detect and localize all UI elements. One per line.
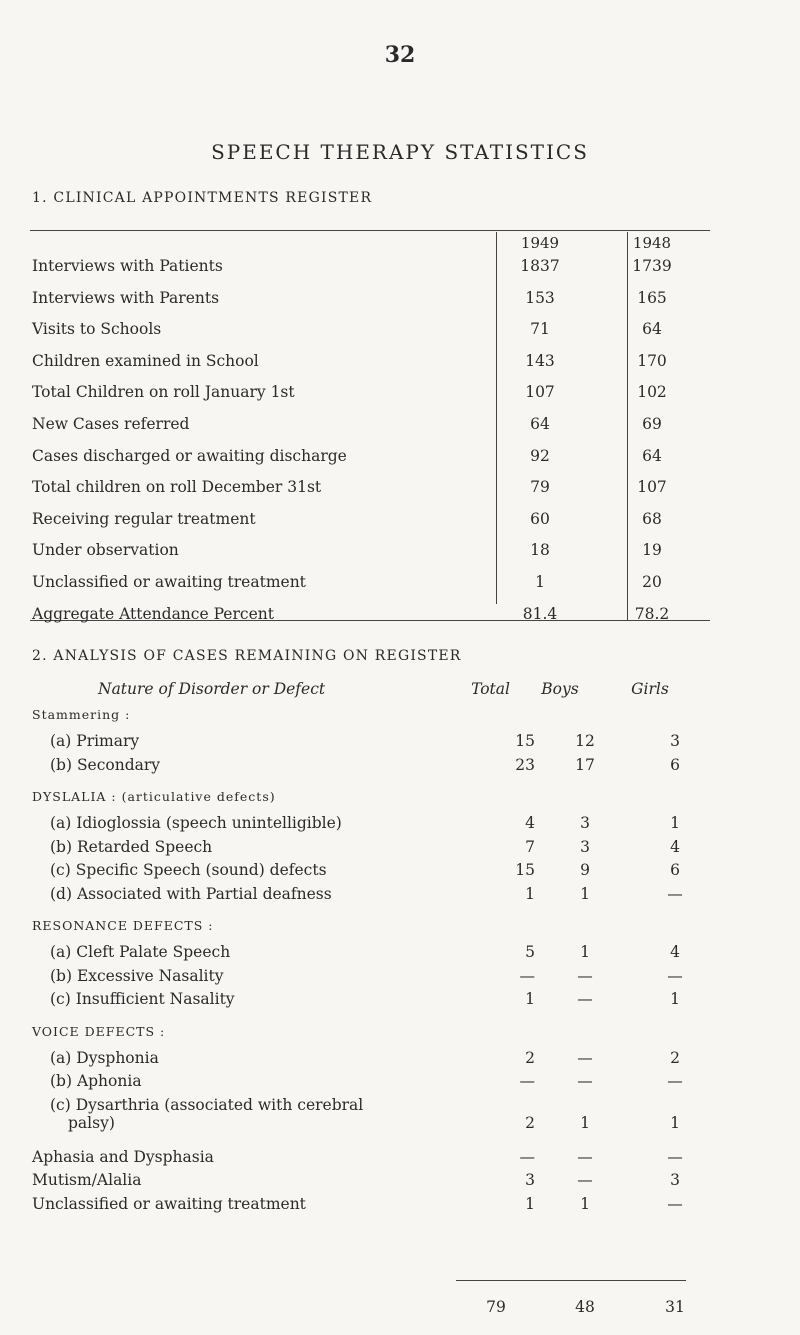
table-row [50,732,690,754]
row-label: (c) Dysarthria (associated with cerebral [50,1095,364,1114]
value-1948: 78.2 [634,604,670,623]
boys-value: 9 [580,861,590,879]
value-1948: 68 [642,509,662,528]
table-row [50,814,690,836]
girls-value: 1 [670,814,680,832]
value-1948: 69 [642,415,662,433]
girls-value: 4 [670,943,680,961]
value-1949: 79 [530,478,550,497]
page-title: SPEECH THERAPY STATISTICS [211,140,589,164]
column-header-nature: Nature of Disorder or Defect [98,680,326,698]
row-label: Cases discharged or awaiting discharge [32,446,347,465]
row-label: Unclassified or awaiting treatment [32,1194,306,1213]
total-value: 2 [525,1048,535,1067]
girls-value: 6 [670,861,680,879]
row-label: (a) Idioglossia (speech unintelligible) [50,814,342,832]
value-1948: 107 [637,478,667,497]
boys-value: 3 [580,837,590,856]
boys-value: 12 [575,732,595,750]
group-heading: Stammering : [32,707,131,722]
boys-value: 3 [580,814,590,832]
table-row [32,289,692,313]
value-1949: 143 [525,351,555,370]
row-label: (a) Cleft Palate Speech [50,943,231,961]
total-value: — [519,1147,535,1166]
boys-value: 1 [580,943,590,961]
row-label: Total Children on roll January 1st [32,383,295,402]
table-row [32,415,692,439]
total-value: 1 [525,1194,535,1213]
row-label: Unclassified or awaiting treatment [32,573,306,591]
row-label: (c) Specific Speech (sound) defects [50,861,327,879]
total-value: 2 [525,1113,535,1132]
table-row [50,756,690,778]
column-header-girls: Girls [631,680,669,698]
table-row [32,1194,683,1217]
table-row [32,352,692,376]
value-1948: 1739 [632,257,672,275]
total-value: 5 [525,943,535,961]
table-row [50,885,690,907]
value-1949: 81.4 [522,604,558,623]
column-header-1948: 1948 [632,234,672,252]
value-1948: 64 [642,446,662,465]
column-header-boys: Boys [541,680,579,698]
girls-total: 31 [665,1298,685,1316]
table-row [32,1171,680,1193]
table-row [50,1049,690,1071]
boys-value: — [577,1072,593,1090]
girls-value: — [667,1147,683,1166]
value-1949: 153 [525,288,555,307]
column-header-1949: 1949 [520,234,560,252]
total-value: 15 [515,861,535,879]
value-1949: 107 [525,383,555,402]
value-1949: 60 [530,509,550,528]
table-row [32,573,692,597]
table-row [32,1147,683,1170]
row-label: (b) Aphonia [50,1072,142,1090]
section-2-heading: 2. ANALYSIS OF CASES REMAINING ON REGISTER [32,648,462,664]
girls-value: — [667,966,683,985]
value-1948: 102 [637,383,667,402]
value-1949: 1837 [520,257,560,275]
table-row [32,541,692,565]
table-row [32,510,692,534]
total-value: 4 [525,814,535,832]
group-heading: DYSLALIA : (articulative defects) [32,789,276,804]
page-number: 32 [384,42,416,68]
table-top-rule [30,230,710,231]
value-1949: 71 [530,320,550,339]
value-1948: 19 [642,541,662,560]
value-1948: 64 [642,320,662,339]
girls-value: 1 [670,990,680,1008]
row-label: (c) Insufficient Nasality [50,990,235,1008]
girls-value: 6 [670,755,680,774]
row-label-continued: palsy) [68,1113,115,1132]
boys-total: 48 [575,1298,595,1316]
boys-value: — [577,1147,593,1166]
totals-rule [456,1280,686,1281]
table-row [32,257,692,281]
table-row [32,320,692,344]
total-value: — [519,1072,535,1090]
total-value: — [519,966,535,985]
girls-value: 1 [670,1113,680,1132]
table-row [50,838,690,860]
section-1-heading: 1. CLINICAL APPOINTMENTS REGISTER [32,190,373,206]
value-1948: 170 [637,351,667,370]
total-value: 3 [525,1171,535,1189]
girls-value: 3 [670,1171,680,1189]
row-label: Receiving regular treatment [32,509,256,528]
boys-value: — [577,990,593,1008]
boys-value: 17 [575,755,595,774]
total-value: 1 [525,884,535,903]
total-value: 23 [515,755,535,774]
row-label: Aggregate Attendance Percent [32,604,274,623]
girls-value: — [667,884,683,903]
girls-value: — [667,1072,683,1090]
row-label: Under observation [32,541,179,560]
girls-value: 4 [670,837,680,856]
value-1948: 165 [637,288,667,307]
row-label: Interviews with Patients [32,257,223,275]
row-label: (b) Retarded Speech [50,837,213,856]
group-heading: RESONANCE DEFECTS : [32,918,214,933]
table-row [50,943,690,965]
table-row [32,383,692,407]
group-heading: VOICE DEFECTS : [32,1023,166,1039]
value-1949: 1 [535,573,545,591]
row-label: Total children on roll December 31st [32,478,322,497]
value-1949: 64 [530,415,550,433]
row-label: Children examined in School [32,351,259,370]
value-1949: 92 [530,446,550,465]
row-label: (b) Secondary [50,755,161,774]
table-row [50,1072,690,1094]
boys-value: 1 [580,1113,590,1132]
table-row [50,1095,690,1132]
value-1948: 20 [642,573,662,591]
row-label: Aphasia and Dysphasia [32,1147,214,1166]
row-label: (a) Dysphonia [50,1048,159,1067]
row-label: New Cases referred [32,415,190,433]
table-row [50,861,690,883]
row-label: (d) Associated with Partial deafness [50,884,332,903]
row-label: Mutism/Alalia [32,1171,142,1189]
grand-total: 79 [486,1298,506,1316]
boys-value: — [577,1048,593,1067]
girls-value: — [667,1194,683,1213]
boys-value: 1 [580,1194,590,1213]
boys-value: 1 [580,884,590,903]
table-row [32,605,692,629]
value-1949: 18 [530,541,550,560]
table-row [32,447,692,471]
column-header-total: Total [471,680,510,698]
table-row [50,990,690,1012]
boys-value: — [577,966,593,985]
girls-value: 3 [670,732,680,750]
boys-value: — [577,1171,593,1189]
total-value: 7 [525,837,535,856]
total-value: 15 [515,732,535,750]
girls-value: 2 [670,1048,680,1067]
table-row [50,967,690,989]
table-row [32,478,692,502]
row-label: (a) Primary [50,732,140,750]
row-label: (b) Excessive Nasality [50,966,224,985]
total-value: 1 [525,990,535,1008]
row-label: Interviews with Parents [32,288,220,307]
row-label: Visits to Schools [32,320,162,339]
